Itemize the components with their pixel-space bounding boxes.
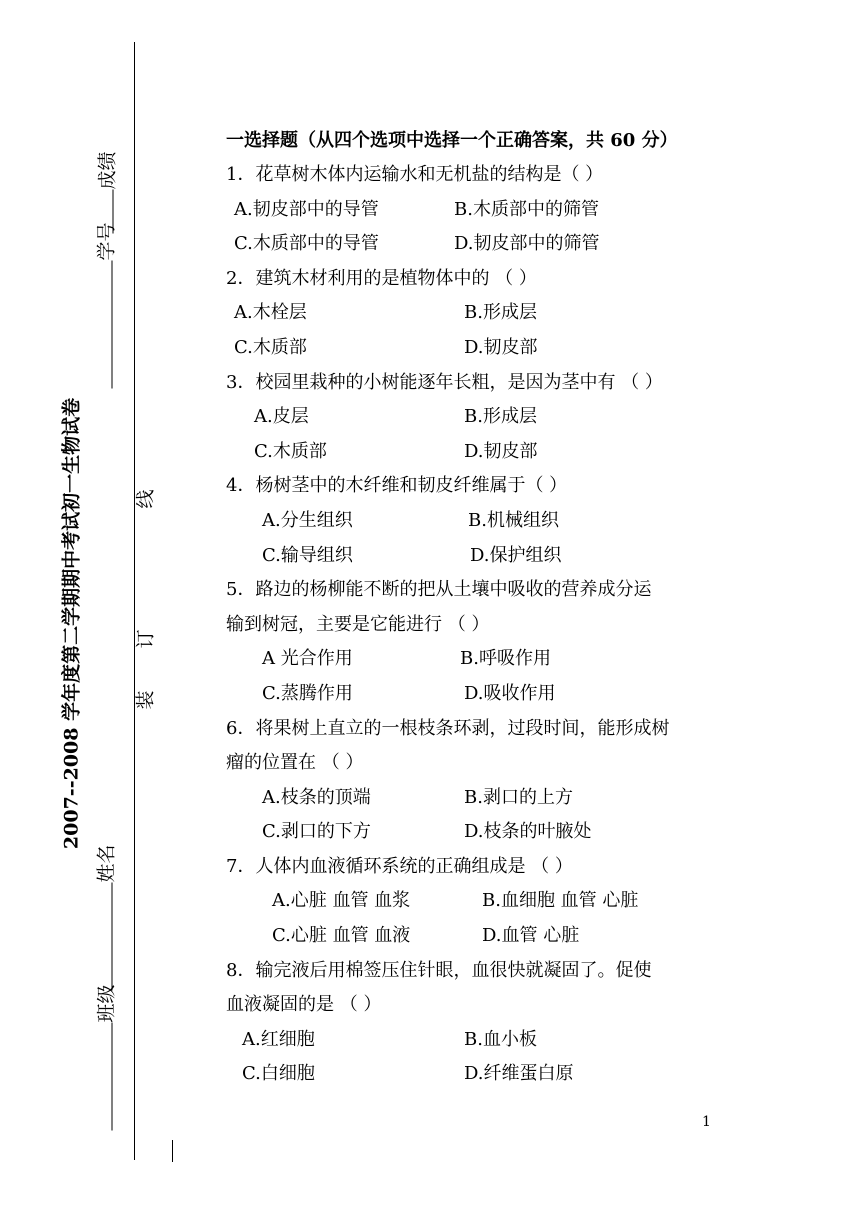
option-a[interactable]: A.韧皮部中的导管 [234, 198, 379, 220]
question-6-line-2: 瘤的位置在 （ ） [226, 752, 364, 774]
options-row [226, 1023, 726, 1058]
options-row [226, 435, 726, 470]
name-label: 姓名 [95, 844, 118, 883]
options-row [226, 815, 726, 850]
question-3: 3．校园里栽种的小树能逐年长粗，是因为茎中有 （ ） [226, 371, 663, 393]
option-d[interactable]: D.枝条的叶腋处 [464, 821, 592, 843]
binding-mark-xian: 线 [134, 489, 157, 509]
name-blank[interactable] [94, 883, 113, 991]
option-a[interactable]: A.木栓层 [234, 302, 307, 324]
section-title: 一选择题（从四个选项中选择一个正确答案，共 60 分） [226, 130, 678, 151]
option-d[interactable]: D.吸收作用 [464, 682, 556, 704]
option-b[interactable]: B.血小板 [464, 1028, 537, 1050]
option-b[interactable]: B.形成层 [464, 302, 537, 324]
option-b[interactable]: B.呼吸作用 [460, 648, 551, 670]
binding-line [134, 42, 135, 1160]
class-blank[interactable] [94, 1023, 113, 1131]
binding-mark-ding: 订 [134, 629, 157, 649]
student-id-field [92, 219, 119, 389]
question-2: 2．建筑木材利用的是植物体中的 （ ） [226, 267, 537, 289]
option-d[interactable]: D.纤维蛋白原 [464, 1063, 574, 1085]
name-field [92, 841, 119, 991]
option-a[interactable]: A.分生组织 [262, 509, 353, 531]
options-row [226, 539, 726, 574]
question-6: 6．将果树上直立的一根枝条环剥，过段时间，能形成树 [226, 717, 670, 739]
options-row [226, 1057, 726, 1092]
option-a[interactable]: A 光合作用 [262, 648, 353, 670]
option-a[interactable]: A.皮层 [254, 406, 309, 428]
question-5-line-2: 输到树冠，主要是它能进行 （ ） [226, 613, 490, 635]
option-d[interactable]: D.保护组织 [470, 544, 562, 566]
exam-title: 2007--2008 学年度第二学期期中考试初一生物试卷 [60, 397, 83, 850]
question-1: 1．花草树木体内运输水和无机盐的结构是（ ） [226, 164, 604, 185]
page-number: 1 [702, 1114, 711, 1130]
option-d[interactable]: D.韧皮部 [464, 336, 538, 358]
question-8-line-2: 血液凝固的是 （ ） [226, 994, 382, 1016]
class-label: 班级 [95, 984, 118, 1023]
option-c[interactable]: C.木质部 [254, 440, 327, 462]
option-b[interactable]: B.机械组织 [468, 509, 559, 531]
option-b[interactable]: B.木质部中的筛管 [454, 198, 599, 220]
student-id-label: 学号 [95, 222, 118, 261]
option-a[interactable]: A.枝条的顶端 [262, 786, 371, 808]
options-row [226, 919, 726, 954]
options-row [226, 193, 726, 228]
option-b[interactable]: B.形成层 [464, 406, 537, 428]
options-row [226, 227, 726, 262]
options-row [226, 884, 726, 919]
option-d[interactable]: D.韧皮部 [464, 440, 538, 462]
question-area [226, 124, 726, 1092]
option-c[interactable]: C.蒸腾作用 [262, 682, 353, 704]
binding-mark-zhuang: 装 [134, 690, 157, 710]
options-row [226, 296, 726, 331]
margin-bar [172, 1140, 173, 1162]
option-c[interactable]: C.心脏 血管 血液 [272, 925, 411, 947]
student-id-blank[interactable] [94, 261, 113, 389]
option-a[interactable]: A.红细胞 [242, 1028, 315, 1050]
option-b[interactable]: B.剥口的上方 [464, 786, 573, 808]
option-c[interactable]: C.剥口的下方 [262, 821, 371, 843]
option-c[interactable]: C.输导组织 [262, 544, 353, 566]
option-a[interactable]: A.心脏 血管 血浆 [272, 890, 411, 912]
options-row [226, 677, 726, 712]
options-row [226, 331, 726, 366]
class-field [92, 981, 119, 1131]
question-7: 7．人体内血液循环系统的正确组成是 （ ） [226, 855, 573, 877]
score-label: 成绩 [96, 151, 119, 190]
question-8: 8．输完液后用棉签压住针眼，血很快就凝固了。促使 [226, 959, 652, 981]
options-row [226, 400, 726, 435]
question-5: 5．路边的杨柳能不断的把从土壤中吸收的营养成分运 [226, 579, 652, 601]
option-c[interactable]: C.木质部 [234, 336, 307, 358]
options-row [226, 504, 726, 539]
option-c[interactable]: C.白细胞 [242, 1063, 315, 1085]
options-row [226, 642, 726, 677]
option-d[interactable]: D.血管 心脏 [482, 925, 580, 947]
question-4: 4．杨树茎中的木纤维和韧皮纤维属于（ ） [226, 475, 568, 497]
option-d[interactable]: D.韧皮部中的筛管 [454, 233, 600, 255]
option-c[interactable]: C.木质部中的导管 [234, 233, 379, 255]
options-row [226, 781, 726, 816]
option-b[interactable]: B.血细胞 血管 心脏 [482, 890, 639, 912]
